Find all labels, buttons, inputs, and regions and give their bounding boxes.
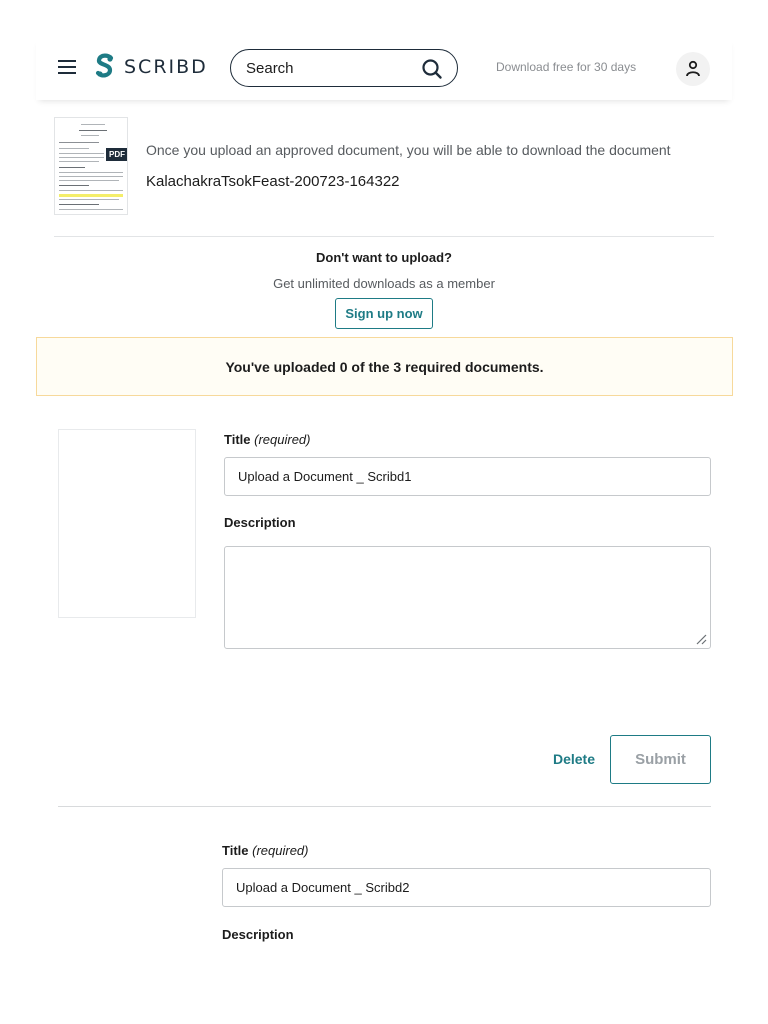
- scribd-logo[interactable]: [94, 52, 208, 82]
- document-name: KalachakraTsokFeast-200723-164322: [146, 173, 400, 190]
- divider: [58, 806, 711, 807]
- divider: [54, 236, 714, 237]
- menu-icon[interactable]: [58, 60, 76, 74]
- description-label: Description: [224, 515, 296, 530]
- download-free-link[interactable]: Download free for 30 days: [496, 60, 637, 74]
- pdf-badge: PDF: [106, 148, 128, 161]
- search-icon[interactable]: [421, 58, 443, 80]
- document-thumbnail: [54, 117, 128, 215]
- top-header: [36, 38, 732, 100]
- download-message: Once you upload an approved document, you will be able to download the document: [146, 142, 671, 158]
- title-input-2[interactable]: [222, 868, 711, 907]
- resize-handle-icon[interactable]: [695, 633, 707, 645]
- search-bar[interactable]: [230, 49, 458, 87]
- title-label: Title (required): [224, 432, 311, 447]
- upsell-subtext: Get unlimited downloads as a member: [273, 276, 495, 291]
- delete-button[interactable]: Delete: [552, 751, 596, 767]
- sign-up-button[interactable]: Sign up now: [335, 298, 433, 329]
- title-input[interactable]: [224, 457, 711, 496]
- upload-progress-banner: You've uploaded 0 of the 3 required documents.: [36, 337, 733, 396]
- description-label-2: Description: [222, 927, 294, 942]
- logo-text: SCRIBD: [124, 56, 208, 78]
- title-label-2: Title (required): [222, 843, 309, 858]
- description-textarea[interactable]: [224, 546, 711, 649]
- submit-button[interactable]: Submit: [610, 735, 711, 784]
- upsell-heading: Don't want to upload?: [316, 250, 452, 265]
- account-button[interactable]: [676, 52, 710, 86]
- search-input[interactable]: [246, 50, 416, 86]
- upload-preview: [58, 429, 196, 618]
- user-icon: [685, 60, 701, 78]
- scribd-logo-icon: [94, 52, 116, 82]
